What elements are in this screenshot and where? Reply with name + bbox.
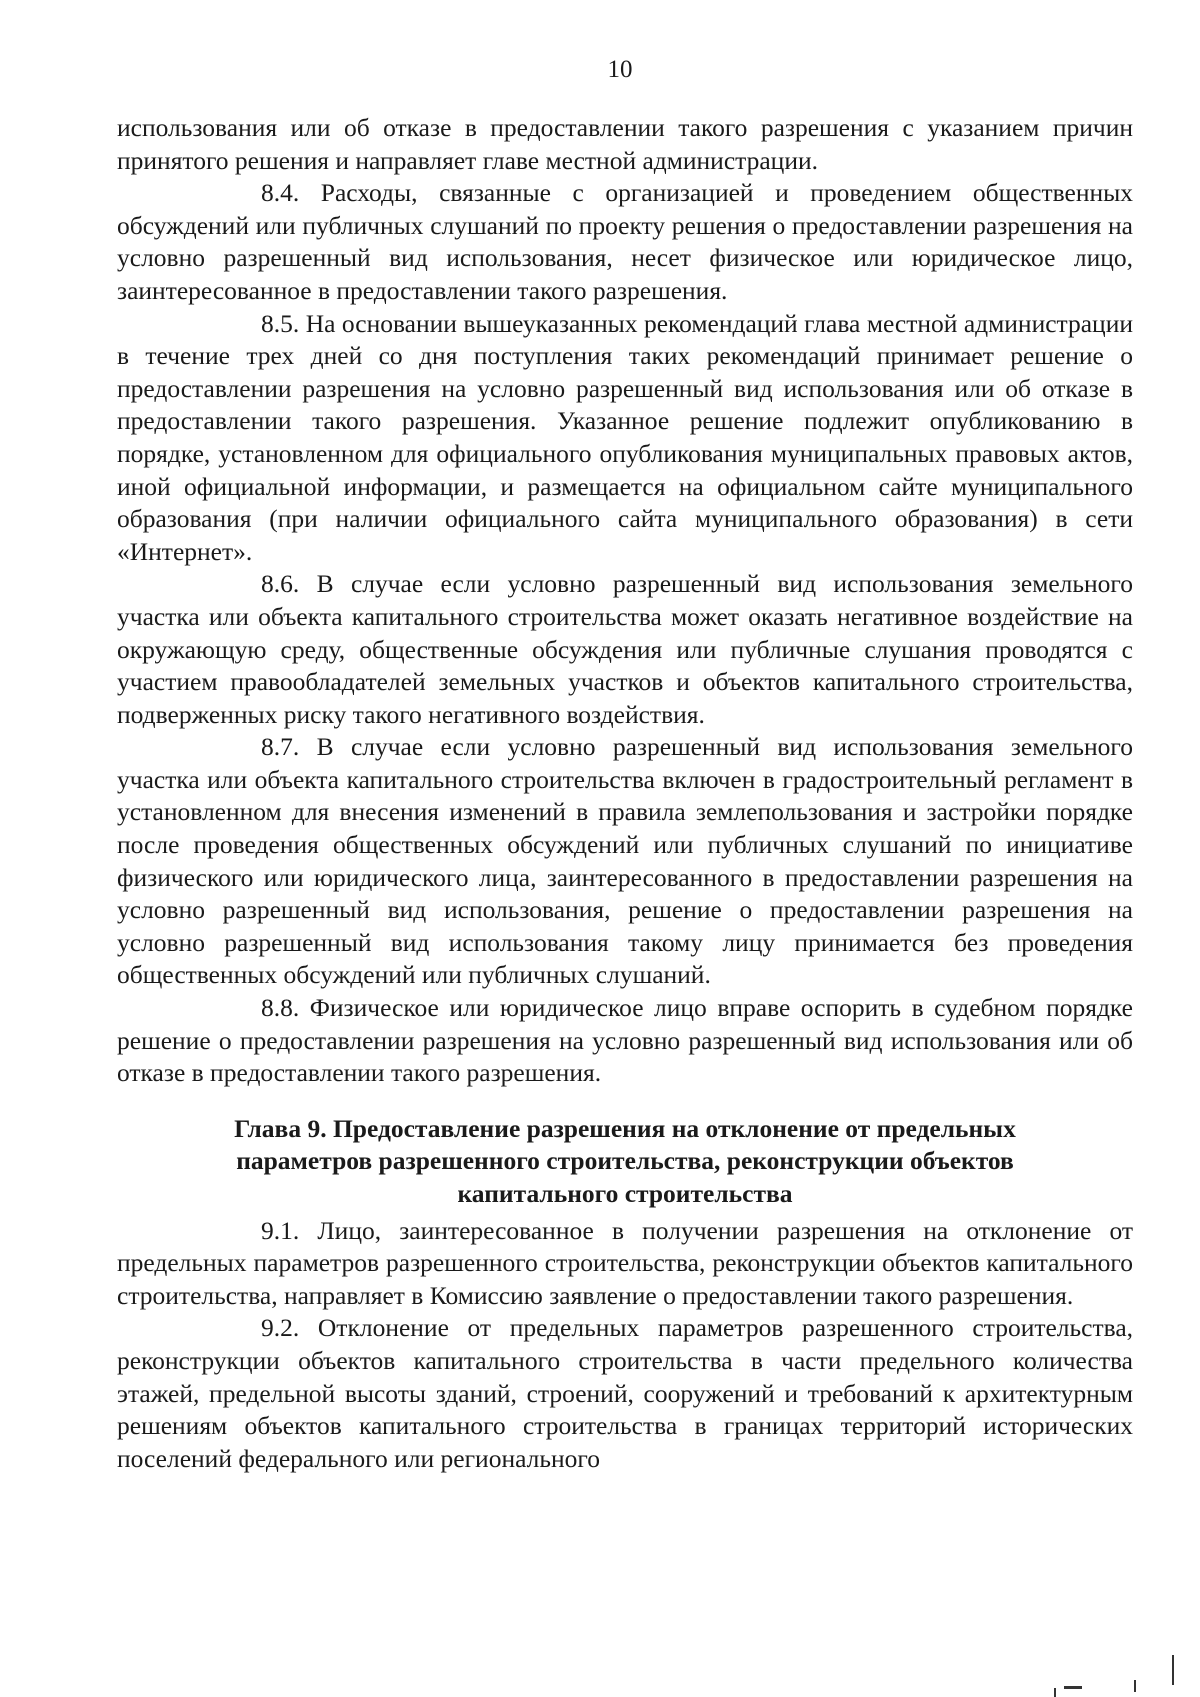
chapter-heading-line: параметров разрешенного строительства, реконструкции объектов: [236, 1146, 1014, 1176]
paragraph-text: Лицо, заинтересованное в получении разрешения на отклонение от предельных параметров разрешенного строительства, реконструкции объектов капитального строительства, направляет в Комиссию заявление о предоставлении такого разрешения.: [117, 1215, 1134, 1310]
paragraph-number: 9.2.: [261, 1313, 300, 1343]
paragraph-text: На основании вышеуказанных рекомендаций глава местной администрации в течение трех дней со дня поступления таких рекомендаций принимает решение о предоставлении разрешения на условно разрешенный вид использования или об отказе в предоставлении такого разрешения. Указанное решение подлежит опубликованию в порядке, установленном для официального опубликования муниципальных правовых актов, иной официальной информации, и размещается на официальном сайте муниципального образования (при наличии официального сайта муниципального образования) в сети «Интернет».: [117, 308, 1133, 566]
scan-artifact: [1064, 1686, 1082, 1689]
paragraph-number: 8.5.: [261, 308, 300, 338]
paragraph-9-1: [117, 1215, 1133, 1313]
paragraph-number: 8.4.: [261, 178, 300, 208]
paragraph-8-8: [117, 992, 1133, 1090]
chapter-heading-line: Глава 9. Предоставление разрешения на отклонение от предельных: [234, 1113, 1016, 1143]
document-body: [117, 112, 1133, 1475]
paragraph-number: 8.8.: [261, 993, 300, 1023]
scan-artifact: [1172, 1655, 1174, 1685]
paragraph-text: использования или об отказе в предоставлении такого разрешения с указанием причин принятого решения и направляет главе местной администрации.: [117, 113, 1133, 175]
paragraph-8-5: [117, 308, 1133, 569]
paragraph-8-7: [117, 731, 1133, 992]
paragraph-number: 8.7.: [261, 732, 300, 762]
paragraph-text: Отклонение от предельных параметров разрешенного строительства, реконструкции объектов капитального строительства в части предельного количества этажей, предельной высоты зданий, строений, сооружений и требований к архитектурным решениям объектов капитального строительства в границах территорий исторических поселений федерального или регионального: [117, 1313, 1134, 1473]
chapter-heading: [117, 1113, 1133, 1211]
chapter-heading-line: капитального строительства: [457, 1179, 793, 1208]
page-number: 10: [607, 56, 633, 83]
paragraph-8-6: [117, 568, 1133, 731]
paragraph-9-2: [117, 1312, 1133, 1475]
paragraph-text: Физическое или юридическое лицо вправе оспорить в судебном порядке решение о предоставлении разрешения на условно разрешенный вид использования или об отказе в предоставлении такого разрешения.: [117, 993, 1134, 1088]
paragraph-number: 9.1.: [261, 1215, 300, 1245]
paragraph-text: В случае если условно разрешенный вид использования земельного участка или объекта капитального строительства может оказать негативное воздействие на окружающую среду, общественные обсуждения или публичные слушания проводятся с участием правообладателей земельных участков и объектов капитального строительства, подверженных риску такого негативного воздействия.: [117, 569, 1133, 729]
paragraph-8-4: [117, 177, 1133, 307]
paragraph-text: В случае если условно разрешенный вид использования земельного участка или объекта капитального строительства включен в градостроительный регламент в установленном для внесения изменений в правила землепользования и застройки порядке после проведения общественных обсуждений или публичных слушаний по инициативе физического или юридического лица, заинтересованного в предоставлении разрешения на условно разрешенный вид использования, решение о предоставлении разрешения на условно разрешенный вид использования такому лицу принимается без проведения общественных обсуждений или публичных слушаний.: [117, 732, 1133, 990]
scan-artifact: [1054, 1688, 1056, 1697]
paragraph-continuation: [117, 112, 1133, 177]
paragraph-number: 8.6.: [261, 569, 300, 599]
paragraph-text: Расходы, связанные с организацией и проведением общественных обсуждений или публичных слушаний по проекту решения о предоставлении разрешения на условно разрешенный вид использования, несет физическое или юридическое лицо, заинтересованное в предоставлении такого разрешения.: [117, 178, 1134, 305]
scan-artifact: [1134, 1680, 1136, 1692]
